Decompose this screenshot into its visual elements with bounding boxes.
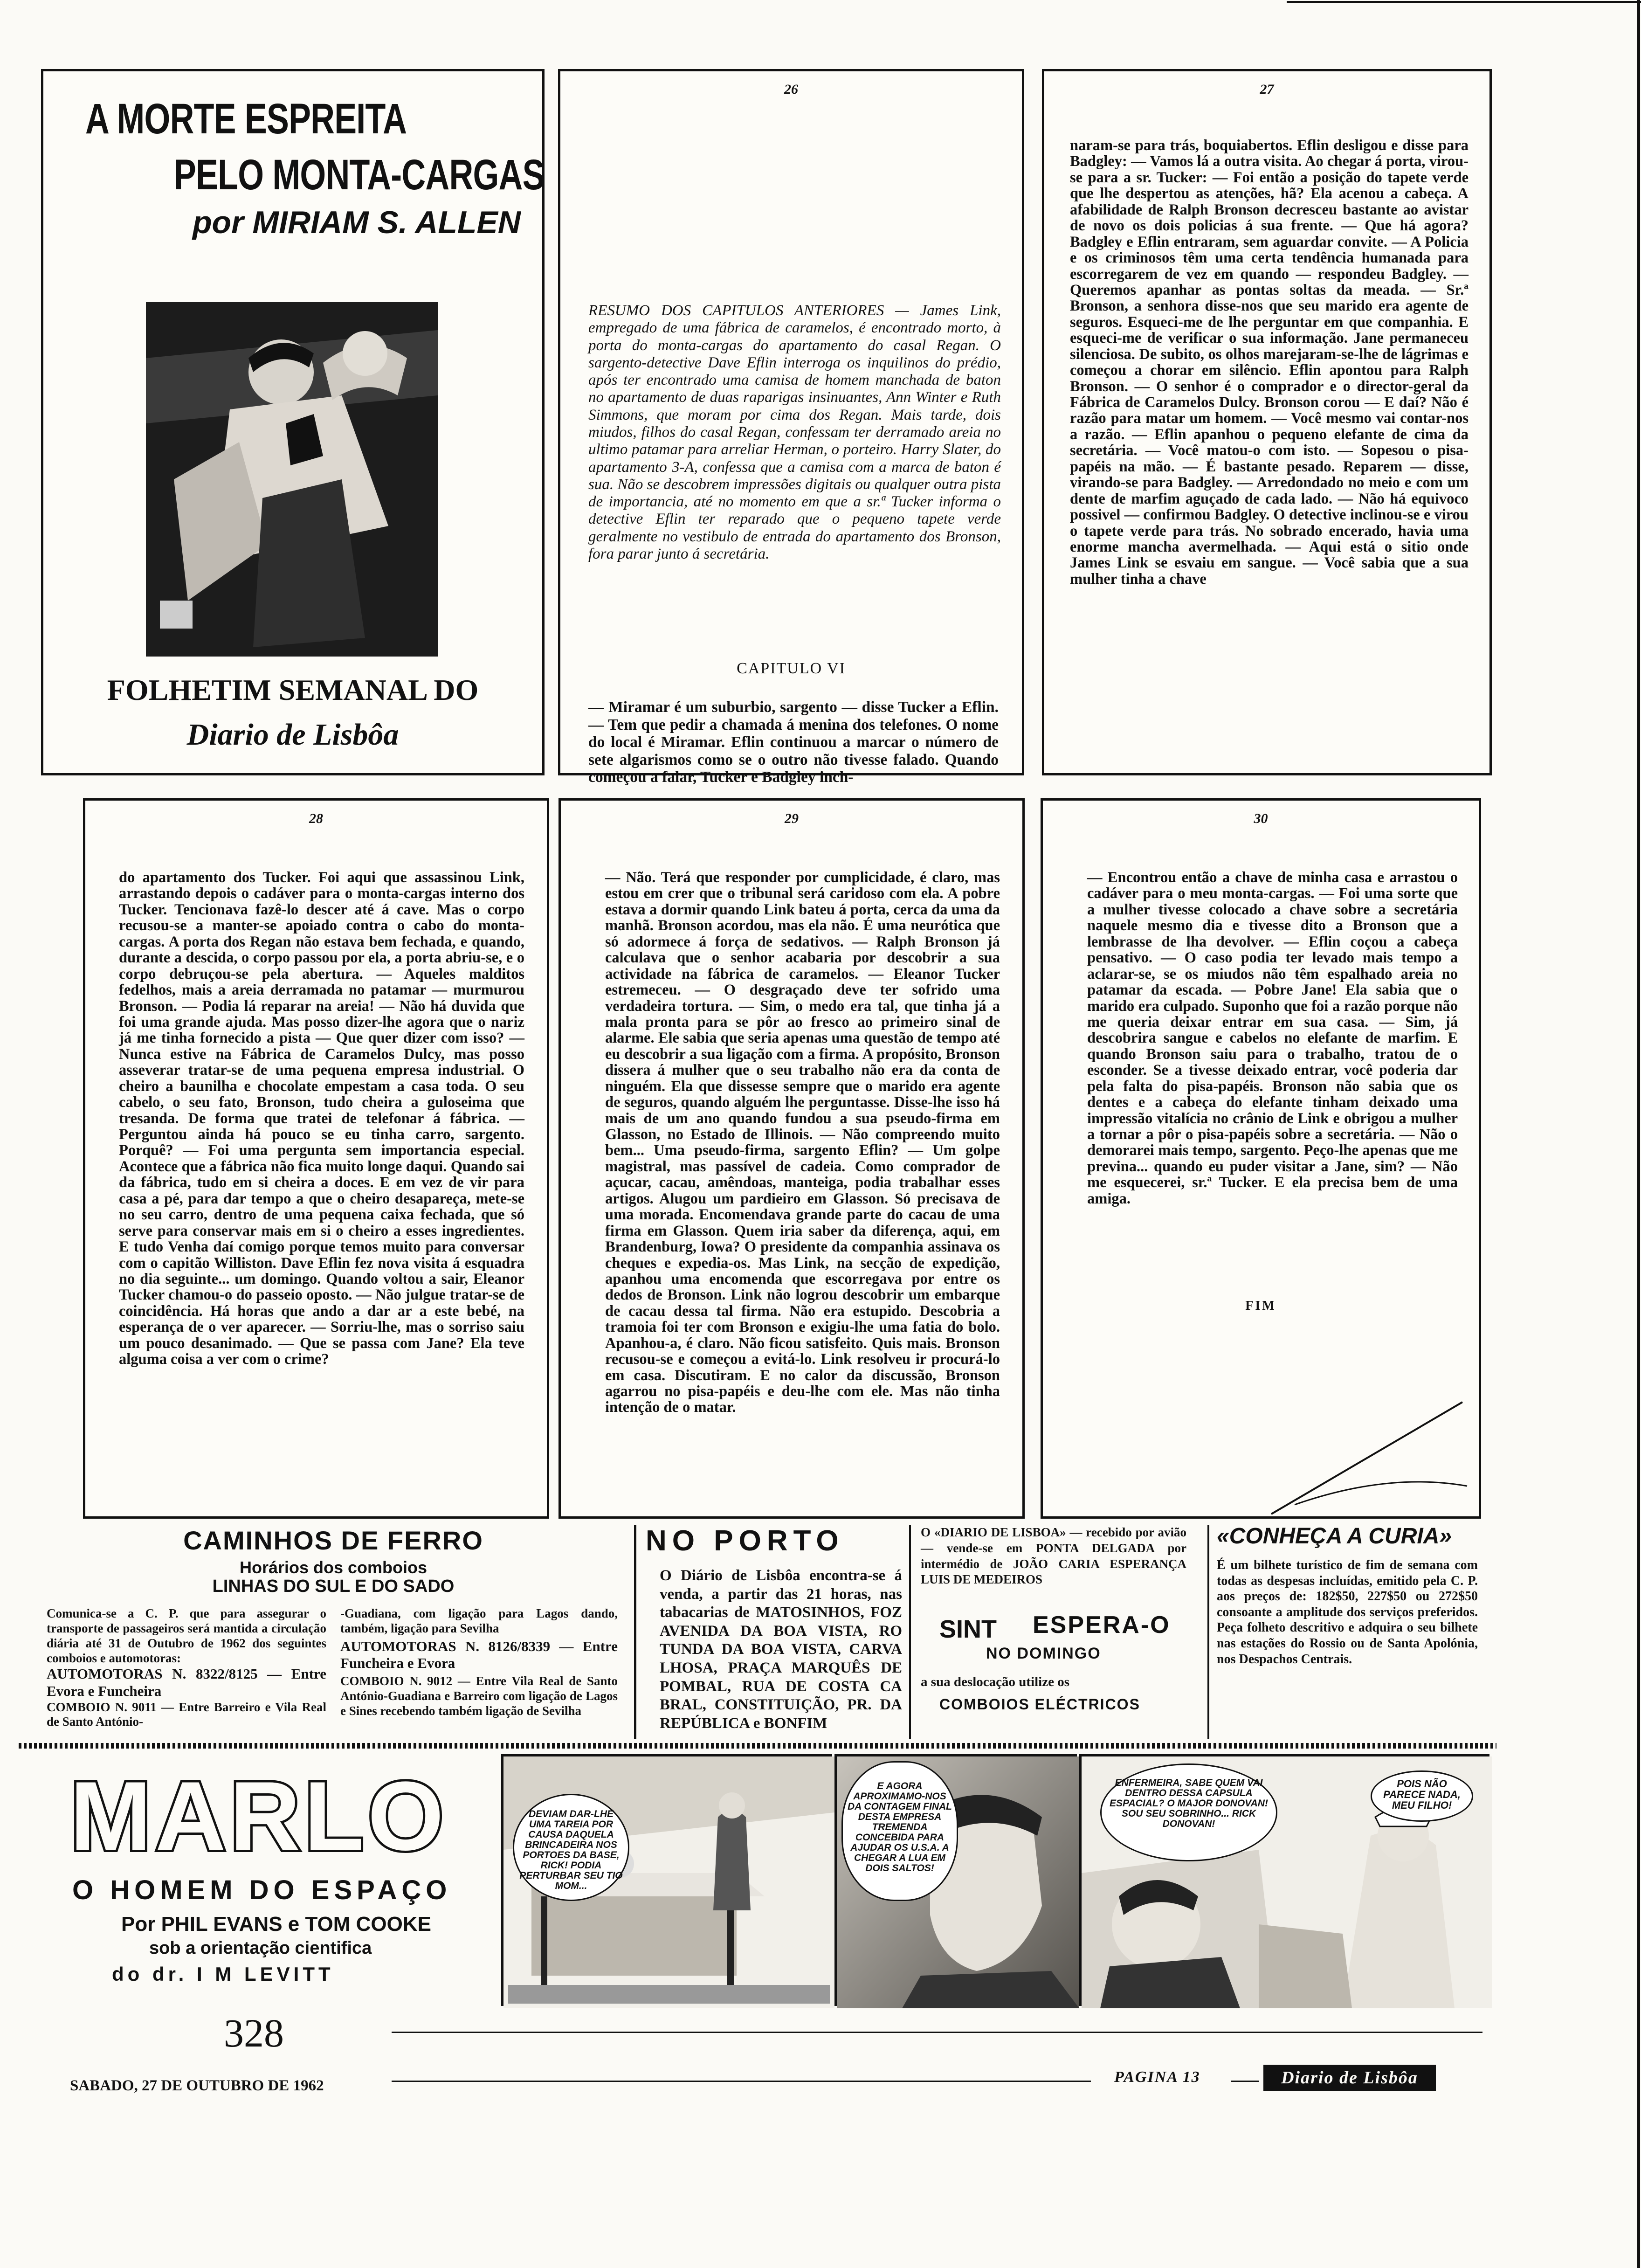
speech-balloon-4: POIS NÃO PARECE NADA, MEU FILHO!: [1371, 1770, 1473, 1822]
curia-ad: [1212, 1522, 1487, 1739]
footer-masthead: [1263, 2065, 1436, 2091]
strip-number: 328: [224, 2011, 284, 2055]
railway-automotoras-1: AUTOMOTORAS N. 8322/8125 — Entre Evora e Funcheira: [47, 1666, 326, 1700]
comic-panel-3: [1079, 1754, 1489, 2006]
chapter-heading: CAPITULO VI: [737, 660, 846, 677]
sintra-label: SINT: [939, 1615, 997, 1643]
railway-comboio-1: COMBOIO N. 9011 — Entre Barreiro e Vila Real de Santo António-: [47, 1700, 326, 1729]
railway-ligacao-text: -Guadiana, com ligação para Lagos dando, também, ligação para Sevilha: [340, 1606, 618, 1635]
footer-date: SABADO, 27 DE OUTUBRO DE 1962: [70, 2077, 324, 2094]
page-30-panel: [1041, 798, 1481, 1519]
comic-subtitle: O HOMEM DO ESPAÇO: [72, 1875, 452, 1905]
sintra-trains: COMBOIOS ELÉCTRICOS: [939, 1696, 1140, 1713]
railway-notice-text: Comunica-se a C. P. que para assegurar o transporte de passageiros será mantida a circulação diária até 31 de Outubro de 1962 dos seguintes comboios e automotoras:: [47, 1606, 326, 1665]
comic-dotted-top: [19, 1743, 1496, 1749]
footer-dash-2: [1231, 2081, 1259, 2082]
comic-panel-2: [834, 1754, 1077, 2006]
column-rule: [634, 1525, 636, 1739]
column-rule: [909, 1525, 911, 1739]
end-marker: FIM: [1245, 1299, 1276, 1313]
railway-notice: [47, 1606, 326, 1729]
railway-automotoras-2: AUTOMOTORAS N. 8126/8339 — Entre Funcheira e Evora: [340, 1638, 618, 1672]
footer-masthead-text: Diario de Lisbôa: [1281, 2068, 1418, 2088]
page-number: 30: [1254, 811, 1268, 826]
comic-panel-1: [501, 1754, 832, 2006]
footer-dash: [392, 2081, 1091, 2082]
railway-notice-2: [340, 1606, 618, 1718]
page-29-panel: [558, 798, 1025, 1519]
sintra-sunday: NO DOMINGO: [986, 1645, 1101, 1662]
column-rule: [1207, 1525, 1209, 1739]
page-number: 29: [785, 811, 799, 826]
page-30-text: — Encontrou então a chave de minha casa e arrastou o cadáver para o meu monta-cargas. — Foi uma sorte que a mulher tivesse colocado a chave sobre a secretária naquele mesmo dia e tivesse dito a Bronson que a lembrasse de lha devolver. — Eflin coçou a cabeça pensativo. — O caso podia ter levado mais tempo a aclarar-se, se os miudos não têm espalhado areia no patamar da escada. — Pobre Jane! Ela sabia que o marido era culpado. Suponho que foi a razão porque não me queria deixar entrar em sua casa. — Sim, já descobrira sangue e cabelos no elefante de marfim. E quando Bronson saiu para o trabalho, tratou de o esconder. Se a tivesse deixado entrar, você poderia dar pela falta do pisa-papéis. Bronson não sabia que os dentes e a cabeça do elefante tinham deixado uma impressão vitalícia no crânio de Link e obrigou a mulher a tornar a pôr o pisa-papéis sobre a secretária. — Não o demorarei mais tempo, sargento. Peço-lhe apenas que me previna... quando eu puder visitar a Jane, sim? — Não me esquecerei, sr.ª Tucker. E ela precisa bem de uma amiga.: [1087, 869, 1458, 1207]
serial-masthead: Diario de Lisbôa: [186, 718, 399, 752]
serial-title-panel: [41, 69, 545, 775]
page-28-panel: [83, 798, 549, 1519]
railway-sub2: LINHAS DO SUL E DO SADO: [212, 1577, 455, 1596]
porto-text: O Diário de Lisbôa encontra-se á venda, a partir das 21 horas, nas tabacarias de MATOSINHOS, FOZ AVENIDA DA BOA VISTA, RO TUNDA DA BOA VISTA, CARVA LHOSA, PRAÇA MARQUÊS DE POMBAL, RUA DE COSTA CA BRAL, CONSTITUIÇÃO, PR. DA REPÚBLICA e BONFIM: [660, 1567, 902, 1732]
serial-footer-line1: FOLHETIM SEMANAL DO: [107, 673, 479, 706]
porto-title: NO PORTO: [646, 1525, 844, 1557]
comic-guidance: sob a orientação cientifica: [149, 1938, 372, 1958]
page-27-panel: [1042, 69, 1492, 775]
serial-byline: por MIRIAM S. ALLEN: [193, 205, 521, 240]
page-28-text: do apartamento dos Tucker. Foi aqui que assassinou Link, arrastando depois o cadáver para o monta-cargas interno dos Tucker. Tencionava fazê-lo descer até á cave. Mas o corpo recusou-se a manter-se apoiado contra o cabo do monta-cargas. A porta dos Regan não estava bem fechada, e quando, durante a descida, o corpo passou por ela, a porta abriu-se, e o corpo debruçou-se pela abertura. — Aqueles malditos fedelhos, mais a areia derramada no patamar — murmurou Bronson. — Podia lá reparar na areia! — Não há duvida que foi uma grande ajuda. Mas posso dizer-lhe agora que o nariz já me tinha fornecido a pista — Que quer dizer com isso? — Nunca estive na Fábrica de Caramelos Dulcy, mas posso asseverar tratar-se de uma pequena empresa industrial. O cheiro a baunilha e chocolate empestam a casa toda. O seu cabelo, o seu fato, Bronson, tudo cheira a guloseima que tresanda. De forma que tratei de telefonar á fábrica. — Perguntou ainda há pouco se eu tinha carro, sargento. Porquê? — Foi uma pergunta sem importancia especial. Acontece que a fábrica não fica muito longe daqui. Quando sai da fábrica, tudo em si cheira a doces. E em vez de vir para casa a pé, para dar tempo a que o cheiro desapareça, mete-se no seu carro, dentro de uma pequena caixa fechada, que só serve para conservar mais em si o cheiro a esses ingredientes. E tudo Venha daí comigo porque temos muito para conversar com o capitão Williston. Dave Eflin fez nova visita á esquadra no dia seguinte... um domingo. Quando voltou a sair, Eleanor Tucker chamou-o do passeio oposto. — Não julgue tratar-se de coincidência. Há horas que ando a dar ar a este bebé, na esperança de o ver aparecer. — Sorriu-lhe, mas o sorriso saiu um pouco desanimado. — Que se passa com Jane? Ela teve alguma coisa a ver com o crime?: [119, 869, 524, 1368]
railway-comboio-2: COMBOIO N. 9012 — Entre Vila Real de Santo António-Guadiana e Barreiro com ligação de Lagos e Sines recebendo também ligação de Sevilha: [340, 1673, 618, 1718]
curia-text: É um bilhete turístico de fim de semana com todas as despesas incluídas, emitido pela C. P. aos preços de: 182$50, 227$50 ou 272$50 consoante a amplitude dos serviços preferidos. Peça folheto descritivo e adquira o seu bilhete nas estações do Rossio ou de Santa Apolónia, nos Despachos Centrais.: [1217, 1558, 1478, 1666]
curia-title: «CONHEÇA A CURIA»: [1217, 1524, 1452, 1549]
speech-balloon-1: DEVIAM DAR-LHE UMA TAREIA POR CAUSA DAQUELA BRINCADEIRA NOS PORTOES DA BASE, RICK! PODIA PERTURBAR SEU TIO MOM...: [513, 1794, 629, 1901]
railway-sub1: Horários dos comboios: [239, 1558, 427, 1577]
railway-ad: [47, 1522, 620, 1737]
railway-title: CAMINHOS DE FERRO: [183, 1526, 483, 1555]
comic-doctor: do dr. I M LEVITT: [112, 1963, 334, 1985]
comic-title-block: [70, 1761, 490, 2010]
porto-ad: [641, 1522, 907, 1739]
comic-authors: Por PHIL EVANS e TOM COOKE: [121, 1913, 432, 1936]
page-number: 27: [1260, 82, 1274, 97]
page-number: 28: [309, 811, 323, 826]
page-number: 26: [784, 82, 798, 97]
footer-rule: [392, 2032, 1482, 2033]
pen-stroke-icon: [1267, 1388, 1472, 1519]
serial-illustration: [146, 302, 438, 657]
sintra-text: a sua deslocação utilize os: [921, 1674, 1069, 1689]
sintra-headline: ESPERA-O: [1033, 1611, 1171, 1639]
top-edge-rule: [1287, 1, 1641, 3]
speech-balloon-3: ENFERMEIRA, SABE QUEM VAI DENTRO DESSA CAPSULA ESPACIAL? O MAJOR DONOVAN! SOU SEU SOBRINHO... RICK DONOVAN!: [1100, 1763, 1277, 1861]
speech-balloon-2: E AGORA APROXIMAMO-NOS DA CONTAGEM FINAL DESTA EMPRESA TREMENDA CONCEBIDA PARA AJUDAR OS U.S.A. A CHEGAR A LUA EM DOIS SALTOS!: [841, 1761, 958, 1901]
page-26-panel: [558, 69, 1024, 786]
page-27-text: naram-se para trás, boquiabertos. Eflin desligou e disse para Badgley: — Vamos lá a outra visita. Ao chegar á porta, virou-se para a sr. Tucker: — Foi então a posição do tapete verde que lhe despertou as atenções, hã? Ela acenou a cabeça. A afabilidade de Ralph Bronson decresceu bastante ao avistar de novo os dois policias á sua frente. — Que há agora? Badgley e Eflin entraram, sem aguardar convite. — A Policia e os criminosos têm uma certa tendência humanada para escorregarem de vez em quando — respondeu Badgley. — Queremos apanhar as pontas soltas da meada. — Sr.ª Bronson, a senhora disse-nos que seu marido era agente de seguros. Esqueci-me de lhe perguntar em que companhia. E esqueci-me de verificar o sua informação. Jane permaneceu silenciosa. De subito, os olhos marejaram-se-lhe de lágrimas e começou a chorar em silêncio. Eflin apontou para Ralph Bronson. — O senhor é o comprador e o director-geral da Fábrica de Caramelos Dulcy. Bronson corou — E daí? Não é razão para matar um homem. — Você mesmo vai contar-nos a razão. — Eflin apanhou o pequeno elefante de cima da secretária. — Você matou-o com isto. — Sopesou o pisa-papéis na mão. — É bastante pesado. Reparem — disse, virando-se para Badgley. — Arredondado no meio e com um dente de marfim aguçado de cada lado. — Não há equivoco possivel — confirmou Badgley. O detective inclinou-se e virou o tapete verde para trás. No sobrado encerado, havia uma enorme mancha avermelhada. — Aqui está o sitio onde James Link se esvaiu em sangue. — Você sabia que a sua mulher tinha a chave: [1070, 137, 1469, 588]
comic-title: MARLO: [70, 1761, 448, 1871]
page-26-text: — Miramar é um suburbio, sargento — disse Tucker a Eflin. — Tem que pedir a chamada á menina dos telefones. O nome do local é Miramar. Eflin continuou a marcar o número de sete algarismos como se o outro não tivesse falado. Quando começou a falar, Tucker e Badgley inch-: [588, 698, 999, 786]
right-edge-rule: [1637, 0, 1640, 2268]
page-29-text: — Não. Terá que responder por cumplicidade, é claro, mas estou em crer que o tribunal será caridoso com ela. A pobre estava a dormir quando Link bateu á porta, cerca da uma da manhã. Bronson acordou, mas ela não. É uma neurótica que só adormece á força de sedativos. — Ralph Bronson já calculava que o senhor acabaria por descobrir a sua actividade na fábrica de caramelos. — Eleanor Tucker estremeceu. — O desgraçado deve ter sofrido uma verdadeira tortura. — Sim, o medo era tal, que tinha já a mala pronta para se pôr ao fresco ao primeiro sinal de alarme. Ele sabia que seria apenas uma questão de tempo até eu descobrir a sua ligação com a firma. A propósito, Bronson dissera á mulher que o seu trabalho não era da conta de ninguém. Ela que dissesse sempre que o marido era agente de seguros, quando alguém lhe perguntasse. Disse-lhe isso há mais de um ano quando fundou a sua pseudo-firma em Glasson, no Estado de Illinois. — Não compreendo muito bem... Uma pseudo-firma, sargento Eflin? — Um golpe magistral, mas passível de cadeia. Como comprador de açucar, cacau, amêndoas, manteiga, podia trabalhar esses artigos. Alugou um pardieiro em Glasson. Só precisava de uma morada. Encomendava grande parte do cacau de uma firma em Glasson. Quem iria saber da diferença, aqui, em Brandenburg, Iowa? O presidente da companhia assinava os cheques e expedia-os. Mas Link, na secção de expedição, apanhou uma encomenda que escorregava por entre os dedos de Bronson. Link não logrou descobrir um embarque de cacau dessa tal firma. Não era estupido. Descobria a tramoia foi ter com Bronson e exigiu-lhe uma fatia do bolo. Apanhou-a, é claro. Não ficou satisfeito. Quis mais. Bronson recusou-se e começou a evitá-lo. Link resolveu ir procurá-lo em casa. Discutiram. E no calor da discussão, Bronson agarrou no pisa-papéis e deu-lhe com ele. Mas não tinha intenção de o matar.: [605, 869, 1000, 1416]
struggle-illustration-icon: [146, 302, 438, 657]
sintra-ad: [921, 1611, 1200, 1737]
serial-title-line1: A MORTE ESPREITA: [85, 95, 407, 143]
ponta-delgada-ad: [921, 1525, 1191, 1623]
serial-title-line2: PELO MONTA-CARGAS: [174, 151, 545, 199]
footer-page-label: PAGINA 13: [1114, 2068, 1200, 2086]
ponta-delgada-text: O «DIARIO DE LISBOA» — recebido por avião — vende-se em PONTA DELGADA por intermédio de JOÃO CARIA ESPERANÇA LUIS DE MEDEIROS: [921, 1525, 1186, 1587]
chapter-summary: RESUMO DOS CAPITULOS ANTERIORES — James Link, empregado de uma fábrica de caramelos, é encontrado morto, à porta do monta-cargas do apartamento do casal Regan. O sargento-detective Dave Eflin interroga os inquilinos do prédio, após ter encontrado uma camisa de homem manchada de baton no apartamento de duas raparigas insinuantes, Ann Winter e Ruth Simmons, que moram por cima dos Regan. Mais tarde, dois miudos, filhos do casal Regan, confessam ter derramado areia no ultimo patamar para arreliar Herman, o porteiro. Harry Slater, do apartamento 3-A, confessa que a camisa com a marca de baton é sua. Não se descobrem impressões digitais ou qualquer outra pista de importancia, até no momento em que a sr.ª Tucker informa o detective Eflin ter reparado que o pequeno tapete verde geralmente no vestibulo de entrada do apartamento dos Bronson, fora parar junto á secretária.: [588, 302, 1001, 562]
